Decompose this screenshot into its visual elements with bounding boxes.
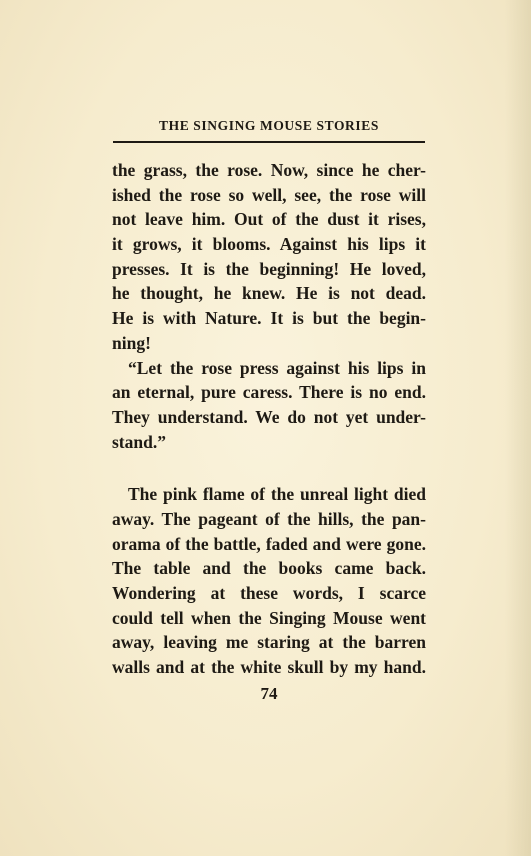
- text-line: The pink flame of the unreal light died: [128, 484, 426, 505]
- text-line: “Let the rose press against his lips in: [128, 357, 426, 378]
- text-line: an eternal, pure caress. There is no end.: [112, 382, 426, 403]
- text-line: ning!: [112, 332, 151, 353]
- text-line: could tell when the Singing Mouse went: [112, 607, 426, 628]
- running-head: THE SINGING MOUSE STORIES: [159, 118, 379, 133]
- header-rule: [113, 141, 425, 143]
- text-line: he thought, he knew. He is not dead.: [112, 283, 426, 304]
- text-line: They understand. We do not yet under-: [112, 406, 426, 427]
- text-line: Wondering at these words, I scarce: [112, 583, 426, 603]
- section-break: [112, 454, 426, 482]
- text-line: walls and at the white skull by my hand.: [112, 657, 426, 678]
- page-edge-shadow: [505, 0, 531, 856]
- text-line: away. The pageant of the hills, the pan-: [112, 508, 426, 529]
- text-line: The table and the books came back.: [112, 558, 426, 579]
- text-line: the grass, the rose. Now, since he cher-: [112, 160, 426, 180]
- page-number: 74: [260, 684, 278, 703]
- text-line: it grows, it blooms. Against his lips it: [112, 234, 426, 255]
- text-line: away, leaving me staring at the barren: [112, 632, 426, 653]
- text-line: not leave him. Out of the dust it rises,: [112, 209, 426, 230]
- text-line: orama of the battle, faded and were gone.: [112, 533, 426, 554]
- text-line: presses. It is the beginning! He loved,: [112, 258, 426, 279]
- body-text: [112, 158, 426, 680]
- text-line: stand.”: [112, 431, 166, 452]
- text-line: ished the rose so well, see, the rose will: [112, 184, 426, 205]
- text-line: He is with Nature. It is but the begin-: [112, 308, 426, 329]
